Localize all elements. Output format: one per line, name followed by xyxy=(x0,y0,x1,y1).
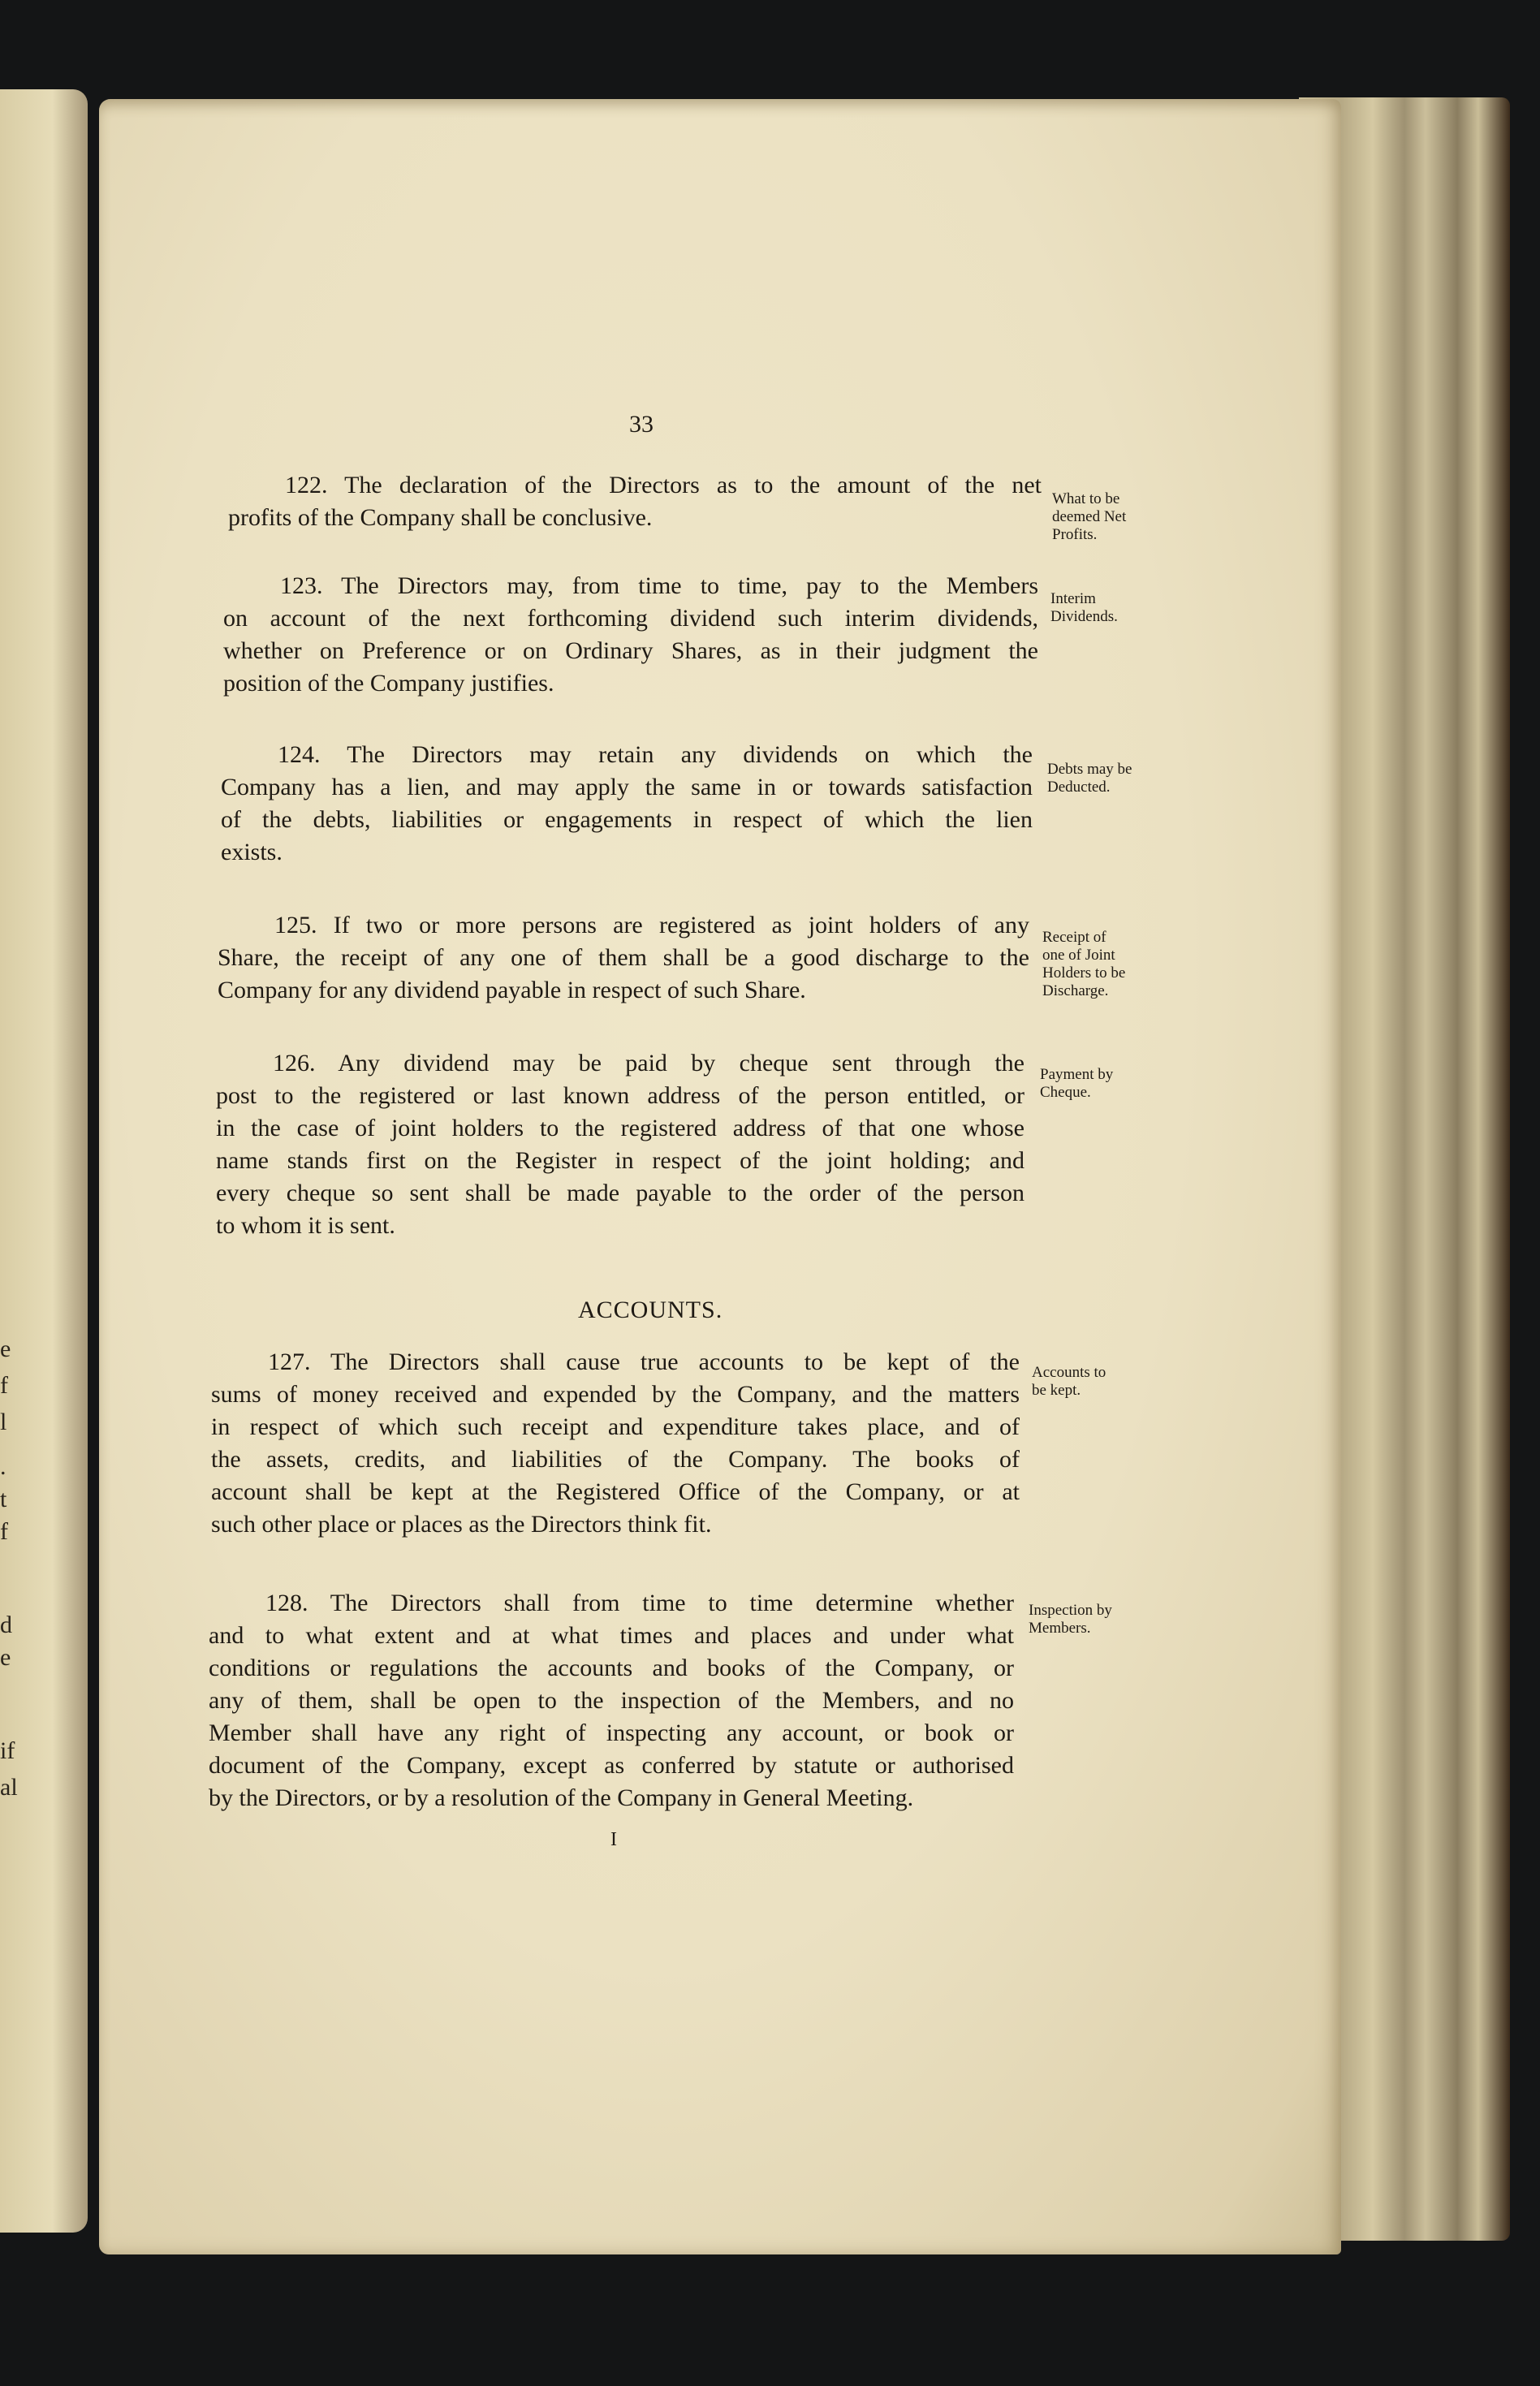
margin-note-line: Cheque. xyxy=(1040,1084,1091,1101)
article-126 xyxy=(216,1047,1025,1242)
text-line: 127. The Directors shall cause true accounts to be kept of the xyxy=(268,1348,1020,1375)
margin-note xyxy=(1050,590,1118,626)
facing-page-fragment: f xyxy=(0,1372,8,1399)
article-124 xyxy=(221,739,1033,869)
margin-note-line: Holders to be xyxy=(1042,964,1126,982)
facing-page-edge xyxy=(0,89,88,2233)
margin-note-line: Deducted. xyxy=(1047,779,1111,796)
text-line: such other place or places as the Directors think fit. xyxy=(211,1511,712,1538)
text-line: post to the registered or last known address of the person entitled, or xyxy=(216,1082,1025,1109)
margin-note xyxy=(1029,1602,1112,1637)
text-line: Company has a lien, and may apply the same in or towards satisfaction xyxy=(221,774,1033,800)
text-line: profits of the Company shall be conclusive. xyxy=(228,504,653,531)
margin-note-line: Profits. xyxy=(1052,526,1098,543)
facing-page-fragment: if xyxy=(0,1737,15,1764)
text-line: exists. xyxy=(221,839,283,865)
text-line: in respect of which such receipt and expenditure takes place, and of xyxy=(211,1413,1020,1440)
facing-page-fragment: al xyxy=(0,1774,18,1801)
article-122 xyxy=(228,469,1042,534)
section-heading: ACCOUNTS. xyxy=(578,1297,723,1323)
margin-note-line: Members. xyxy=(1029,1620,1091,1637)
margin-note-line: one of Joint xyxy=(1042,947,1115,964)
text-line: any of them, shall be open to the inspection of the Members, and no xyxy=(209,1687,1014,1714)
text-line: document of the Company, except as conferred by statute or authorised xyxy=(209,1752,1014,1779)
margin-note-line: Dividends. xyxy=(1050,608,1118,625)
text-line: account shall be kept at the Registered Office of the Company, or at xyxy=(211,1478,1020,1505)
text-line: position of the Company justifies. xyxy=(223,670,554,697)
text-line: by the Directors, or by a resolution of the Company in General Meeting. xyxy=(209,1784,914,1811)
text-line: of the debts, liabilities or engagements in respect of which the lien xyxy=(221,806,1033,833)
margin-note-line: Payment by xyxy=(1040,1066,1114,1083)
text-line: Company for any dividend payable in respect of such Share. xyxy=(218,977,806,1003)
article-125 xyxy=(218,909,1029,1007)
text-line: 126. Any dividend may be paid by cheque sent through the xyxy=(273,1050,1025,1077)
text-line: 124. The Directors may retain any dividends on which the xyxy=(278,741,1033,768)
page-number: 33 xyxy=(629,411,654,438)
margin-note-line: be kept. xyxy=(1032,1382,1081,1399)
text-line: every cheque so sent shall be made payable to the order of the person xyxy=(216,1180,1025,1206)
facing-page-fragment: l xyxy=(0,1409,7,1435)
article-123 xyxy=(223,570,1038,700)
margin-note-line: Debts may be xyxy=(1047,761,1132,778)
text-line: sums of money received and expended by the Company, and the matters xyxy=(211,1381,1020,1408)
text-line: conditions or regulations the accounts and books of the Company, or xyxy=(209,1655,1014,1681)
margin-note xyxy=(1052,490,1126,544)
text-line: 122. The declaration of the Directors as to the amount of the net xyxy=(285,472,1042,498)
margin-note-line: Accounts to xyxy=(1032,1364,1106,1381)
text-line: in the case of joint holders to the registered address of that one whose xyxy=(216,1115,1025,1141)
facing-page-fragment: t xyxy=(0,1486,7,1512)
text-line: 125. If two or more persons are registered as joint holders of any xyxy=(274,912,1029,938)
margin-note xyxy=(1032,1364,1106,1400)
article-127 xyxy=(211,1346,1020,1541)
margin-note-line: Inspection by xyxy=(1029,1602,1112,1619)
text-line: to whom it is sent. xyxy=(216,1212,395,1239)
signature-mark: I xyxy=(610,1829,617,1850)
facing-page-fragment: d xyxy=(0,1612,12,1638)
margin-note xyxy=(1040,1066,1113,1102)
text-line: 128. The Directors shall from time to time determine whether xyxy=(265,1590,1014,1616)
margin-note xyxy=(1047,761,1132,796)
margin-note xyxy=(1042,929,1125,1000)
text-line: and to what extent and at what times and places and under what xyxy=(209,1622,1014,1649)
facing-page-fragment: . xyxy=(0,1453,6,1480)
text-line: 123. The Directors may, from time to time, pay to the Members xyxy=(280,572,1038,599)
text-line: name stands first on the Register in respect of the joint holding; and xyxy=(216,1147,1025,1174)
margin-note-line: deemed Net xyxy=(1052,508,1127,525)
facing-page-fragment: e xyxy=(0,1335,11,1362)
margin-note-line: Interim xyxy=(1050,590,1096,607)
text-line: whether on Preference or on Ordinary Shares, as in their judgment the xyxy=(223,637,1038,664)
margin-note-line: Receipt of xyxy=(1042,929,1106,946)
text-line: the assets, credits, and liabilities of the Company. The books of xyxy=(211,1446,1020,1473)
text-line: Member shall have any right of inspecting any account, or book or xyxy=(209,1719,1014,1746)
text-line: Share, the receipt of any one of them shall be a good discharge to the xyxy=(218,944,1029,971)
facing-page-fragment: f xyxy=(0,1518,8,1545)
margin-note-line: Discharge. xyxy=(1042,982,1109,999)
facing-page-fragment: e xyxy=(0,1644,11,1671)
article-128 xyxy=(209,1587,1014,1814)
margin-note-line: What to be xyxy=(1052,490,1120,507)
text-line: on account of the next forthcoming dividend such interim dividends, xyxy=(223,605,1038,632)
